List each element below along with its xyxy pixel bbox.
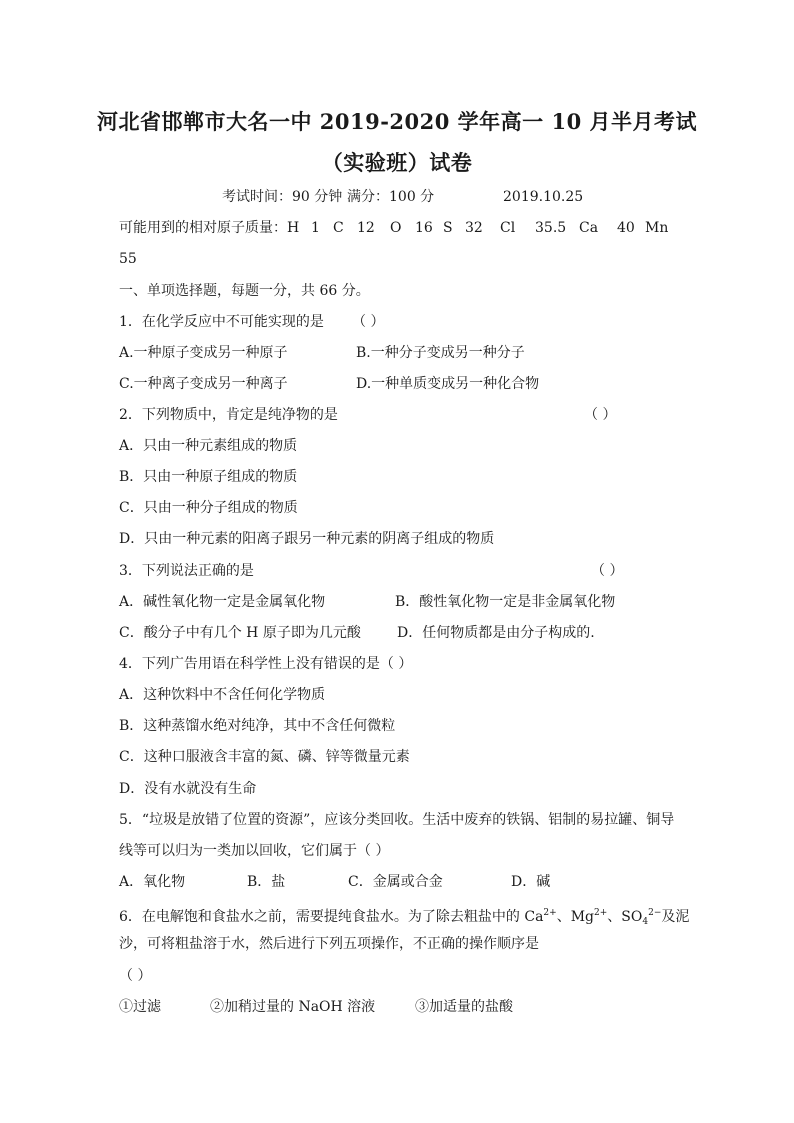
- ion-charge: 2−: [648, 908, 662, 918]
- option-b: B．酸性氧化物一定是非金属氧化物: [395, 594, 616, 610]
- element-mass: 1: [311, 220, 320, 236]
- option-c: C．这种口服液含丰富的氮、磷、锌等微量元素: [119, 749, 410, 765]
- page-title-line-2: （实验班）试卷: [321, 150, 473, 175]
- element-symbol: Ca: [579, 220, 599, 236]
- element-symbol: Mn: [645, 220, 669, 236]
- element-mass: 12: [357, 220, 375, 236]
- question-3-stem: 3．下列说法正确的是: [119, 563, 254, 579]
- option-b: B．盐: [247, 874, 286, 890]
- full-score: 满分：100 分: [347, 189, 435, 205]
- option-a: A．氧化物: [119, 874, 186, 890]
- separator: 、Mg: [556, 909, 594, 925]
- question-5-stem: 5．“垃圾是放错了位置的资源”，应该分类回收。生活中废弃的铁锅、铝制的易拉罐、铜导: [119, 812, 675, 828]
- page-title-line-1: 河北省邯郸市大名一中 2019-2020 学年高一 10 月半月考试: [96, 109, 698, 134]
- operation-1: ①过滤: [119, 999, 161, 1015]
- option-a: A．这种饮料中不含任何化学物质: [119, 687, 326, 703]
- option-d: D．任何物质都是由分子构成的.: [397, 625, 595, 641]
- answer-bracket: （ ）: [352, 314, 385, 330]
- element-mass: 55: [119, 251, 137, 267]
- ion-charge: 2+: [594, 908, 608, 918]
- question-2-stem: 2．下列物质中，肯定是纯净物的是: [119, 407, 338, 423]
- question-6-stem-text: 6．在电解饱和食盐水之前，需要提纯食盐水。为了除去粗盐中的 Ca: [119, 909, 544, 925]
- element-symbol: C: [333, 220, 344, 236]
- answer-bracket: （ ）: [584, 407, 617, 423]
- separator: 、SO: [607, 909, 643, 925]
- question-5-stem-cont: 线等可以归为一类加以回收，它们属于（ ）: [119, 843, 390, 859]
- answer-bracket: （ ）: [119, 968, 152, 984]
- question-1-stem: 1．在化学反应中不可能实现的是: [119, 314, 324, 330]
- option-d: D.一种单质变成另一种化合物: [356, 376, 540, 392]
- option-c: C．只由一种分子组成的物质: [119, 500, 298, 516]
- option-a: A.一种原子变成另一种原子: [119, 345, 288, 361]
- element-mass: 16: [415, 220, 433, 236]
- atomic-mass-label: 可能用到的相对原子质量：: [119, 220, 287, 236]
- option-b: B.一种分子变成另一种分子: [356, 345, 525, 361]
- option-d: D．没有水就没有生命: [119, 781, 257, 797]
- answer-bracket: （ ）: [591, 563, 624, 579]
- exam-date: 2019.10.25: [503, 189, 584, 205]
- option-d: D．碱: [511, 874, 551, 890]
- element-symbol: Cl: [500, 220, 516, 236]
- option-d: D．只由一种元素的阳离子跟另一种元素的阴离子组成的物质: [119, 531, 495, 547]
- option-a: A．只由一种元素组成的物质: [119, 438, 298, 454]
- question-6-stem-tail: 及泥: [661, 909, 690, 925]
- element-symbol: H: [287, 220, 300, 236]
- option-c: C．金属或合金: [348, 874, 443, 890]
- option-c: C．酸分子中有几个 H 原子即为几元酸: [119, 625, 361, 641]
- ion-charge: 2+: [543, 908, 557, 918]
- exam-time: 考试时间：90 分钟: [222, 189, 343, 205]
- option-b: B．这种蒸馏水绝对纯净，其中不含任何微粒: [119, 718, 396, 734]
- operation-2: ②加稍过量的 NaOH 溶液: [210, 999, 376, 1015]
- element-mass: 32: [465, 220, 483, 236]
- question-4-stem: 4．下列广告用语在科学性上没有错误的是（ ）: [119, 656, 413, 672]
- element-mass: 35.5: [535, 220, 567, 236]
- option-b: B．只由一种原子组成的物质: [119, 469, 298, 485]
- element-symbol: O: [390, 220, 402, 236]
- element-mass: 40: [617, 220, 635, 236]
- element-symbol: S: [443, 220, 453, 236]
- option-c: C.一种离子变成另一种离子: [119, 376, 288, 392]
- formula-subscript: 4: [642, 917, 649, 927]
- section-heading: 一、单项选择题，每题一分，共 66 分。: [119, 283, 370, 299]
- question-6-stem-cont: 沙，可将粗盐溶于水，然后进行下列五项操作，不正确的操作顺序是: [119, 936, 539, 952]
- option-a: A．碱性氧化物一定是金属氧化物: [119, 594, 326, 610]
- operation-3: ③加适量的盐酸: [415, 999, 513, 1015]
- question-6-stem: [119, 904, 689, 931]
